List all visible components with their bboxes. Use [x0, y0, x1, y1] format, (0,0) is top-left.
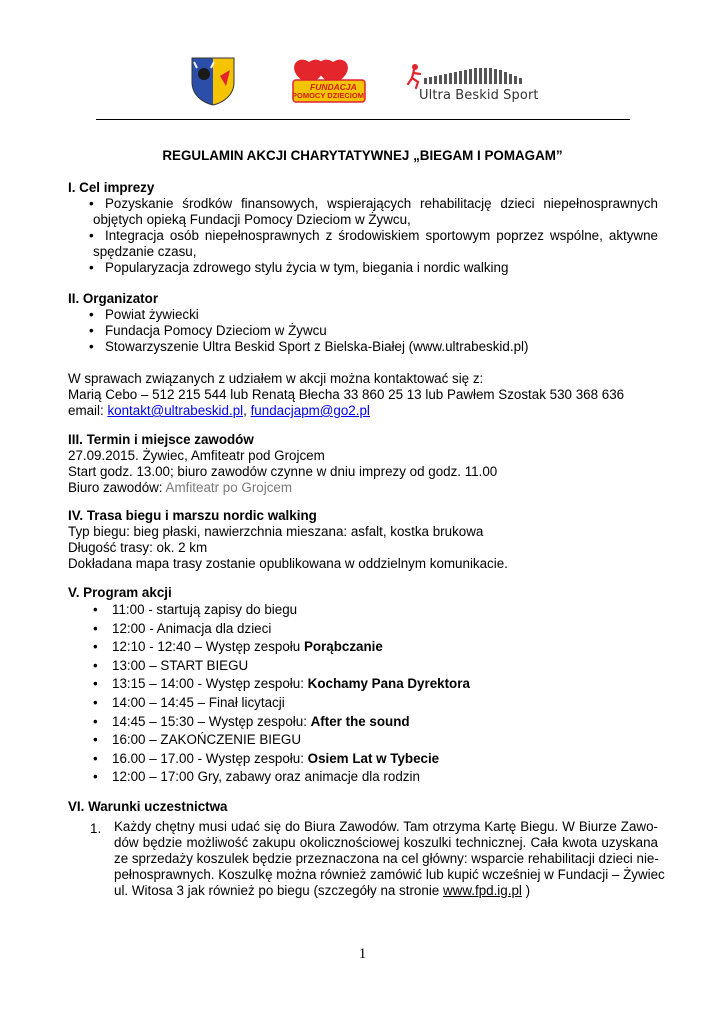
list-item-text: Integracja osób niepełnosprawnych z środowiskiem sportowym poprzez wspólne, aktywne	[105, 228, 658, 243]
list-item	[68, 694, 658, 713]
bullet-icon: •	[93, 713, 98, 729]
fpd-website-link[interactable]: www.fpd.ig.pl	[442, 883, 522, 898]
bullet-icon: •	[93, 694, 98, 710]
bullet-icon: •	[89, 307, 94, 322]
email-separator: ,	[243, 403, 251, 418]
bullet-icon: •	[93, 639, 98, 655]
page-title: REGULAMIN AKCJI CHARYTATYWNEJ „BIEGAM I POMAGAM”	[162, 148, 563, 163]
contact-intro: W sprawach związanych z udziałem w akcji można kontaktować się z:	[68, 371, 484, 386]
list-item	[68, 657, 658, 676]
list-item	[68, 731, 658, 750]
event-date-place: 27.09.2015. Żywiec, Amfiteatr pod Grojcem	[68, 448, 325, 463]
program-text: 13:00 – START BIEGU	[112, 657, 249, 673]
item-line: ze sprzedaży koszulek będzie przeznaczona na cel główny: wsparcie rehabilitacji dzieci nie-	[114, 851, 659, 866]
fundacja-logo-text-2: POMOCY DZIECIOM	[292, 91, 364, 100]
section-heading: IV. Trasa biegu i marszu nordic walking	[68, 508, 317, 523]
section-warunki	[68, 799, 665, 899]
bullet-icon: •	[93, 769, 98, 785]
program-text: 16:00 – ZAKOŃCZENIE BIEGU	[112, 732, 302, 748]
organizers-list	[68, 307, 658, 355]
ultra-beskid-logo-text: Ultra Beskid Sport	[419, 88, 539, 103]
program-bold: Kochamy Pana Dyrektora	[307, 676, 470, 692]
bullet-icon: •	[89, 196, 94, 211]
list-item	[68, 620, 658, 639]
goals-list	[68, 196, 658, 276]
email-label: email:	[68, 403, 108, 418]
bullet-icon: •	[89, 228, 94, 243]
program-text: 13:15 – 14:00 - Występ zespołu:	[112, 676, 308, 692]
program-bold: After the sound	[310, 713, 410, 729]
email-link-fundacja[interactable]: fundacjapm@go2.pl	[250, 403, 370, 418]
program-text: 12:10 - 12:40 – Występ zespołu	[112, 639, 304, 655]
section-organizator	[68, 291, 658, 419]
event-office	[68, 480, 658, 496]
list-item	[68, 339, 658, 355]
item-line: pełnosprawnych. Koszulkę można również zamówić lub kupić wcześniej w Fundacji – Żywiec	[114, 867, 665, 882]
program-text: 12:00 – 17:00 Gry, zabawy oraz animacje dla rodzin	[112, 769, 420, 785]
bullet-icon: •	[93, 676, 98, 692]
list-item	[68, 638, 658, 657]
event-start-time: Start godz. 13.00; biuro zawodów czynne w dniu imprezy od godz. 11.00	[68, 464, 498, 479]
route-map-note: Dokładana mapa trasy zostanie opublikowana w oddzielnym komunikacie.	[68, 556, 508, 571]
section-cel-imprezy	[68, 180, 658, 276]
bullet-icon: •	[89, 260, 94, 275]
list-item	[68, 260, 658, 276]
item-line	[114, 883, 658, 899]
bullet-icon: •	[93, 657, 98, 673]
numbered-item	[68, 819, 665, 899]
item-line-text: )	[521, 883, 531, 898]
fundacja-logo-text-1: FUNDACJA	[310, 82, 357, 92]
section-heading: II. Organizator	[68, 291, 159, 306]
list-item	[68, 228, 658, 260]
item-line: dów będzie możliwość zakupu okolicznościowej koszulki technicznej. Cała kwota uzyskana	[114, 835, 658, 850]
bullet-icon: •	[89, 323, 94, 338]
list-item	[68, 768, 658, 787]
list-item	[68, 323, 658, 339]
list-item-text: Popularyzacja zdrowego stylu życia w tym, biegania i nordic walking	[105, 260, 509, 275]
list-item	[68, 196, 658, 228]
program-text: 16.00 – 17.00 - Występ zespołu:	[112, 750, 308, 766]
program-text: 11:00 - startują zapisy do biegu	[112, 602, 298, 617]
list-item-text: Powiat żywiecki	[105, 307, 199, 322]
section-program	[68, 585, 658, 787]
route-type: Typ biegu: bieg płaski, nawierzchnia mieszana: asfalt, kostka brukowa	[68, 524, 484, 539]
section-termin	[68, 432, 658, 496]
program-bold: Porąbczanie	[303, 639, 383, 655]
section-heading: VI. Warunki uczestnictwa	[68, 799, 228, 814]
header-divider	[96, 119, 630, 120]
section-heading: V. Program akcji	[68, 585, 172, 600]
contact-persons: Marią Cebo – 512 215 544 lub Renatą Błecha 33 860 25 13 lub Pawłem Szostak 530 368 636	[68, 387, 625, 402]
office-value: Amfiteatr po Grojcem	[165, 480, 293, 495]
section-heading: III. Termin i miejsce zawodów	[68, 432, 254, 447]
bullet-icon: •	[89, 339, 94, 354]
program-text: 14:00 – 14:45 – Finał licytacji	[112, 694, 285, 710]
bullet-icon: •	[93, 750, 98, 766]
section-heading: I. Cel imprezy	[68, 180, 155, 195]
list-item-text: objętych opieką Fundacji Pomocy Dzieciom w Żywcu,	[93, 212, 411, 227]
list-item-text: Stowarzyszenie Ultra Beskid Sport z Bielska-Białej (www.ultrabeskid.pl)	[105, 339, 529, 354]
contact-emails	[68, 403, 658, 419]
program-bold: Osiem Lat w Tybecie	[307, 750, 440, 766]
office-label: Biuro zawodów:	[68, 480, 166, 495]
list-item	[68, 750, 658, 769]
list-item-text: Pozyskanie środków finansowych, wspierających rehabilitację dzieci niepełnosprawnych	[105, 196, 658, 211]
list-item-text: Fundacja Pomocy Dzieciom w Żywcu	[105, 323, 327, 338]
program-list	[68, 601, 658, 787]
bullet-icon: •	[93, 732, 98, 748]
list-item	[68, 713, 658, 732]
section-trasa	[68, 508, 658, 572]
bullet-icon: •	[93, 602, 98, 617]
bullet-icon: •	[93, 620, 98, 636]
item-line: Każdy chętny musi udać się do Biura Zawodów. Tam otrzyma Kartę Biegu. W Biurze Zawo-	[114, 819, 658, 834]
list-item	[68, 307, 658, 323]
coat-of-arms-logo	[190, 56, 236, 106]
header-logos	[0, 48, 725, 110]
item-number: 1.	[90, 821, 102, 836]
route-length: Długość trasy: ok. 2 km	[68, 540, 208, 555]
page-number: 1	[358, 946, 367, 962]
list-item	[68, 601, 658, 620]
program-text: 12:00 - Animacja dla dzieci	[112, 620, 272, 636]
email-link-ultrabeskid[interactable]: kontakt@ultrabeskid.pl	[107, 403, 244, 418]
item-line-text: ul. Witosa 3 jak również po biegu (szczegóły na stronie	[114, 883, 443, 898]
program-text: 14:45 – 15:30 – Występ zespołu:	[112, 713, 311, 729]
list-item	[68, 675, 658, 694]
list-item-text: spędzanie czasu,	[93, 244, 197, 259]
